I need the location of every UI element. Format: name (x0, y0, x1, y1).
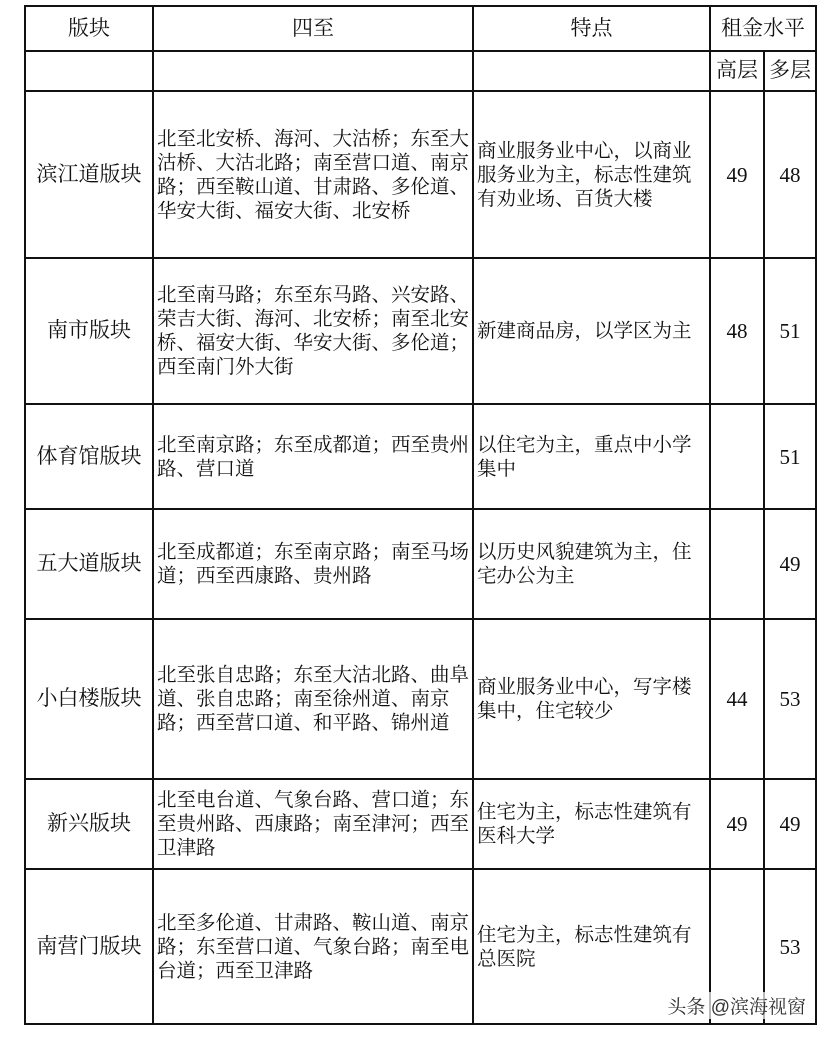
watermark: 头条 @滨海视窗 (667, 992, 806, 1019)
rent-multi: 53 (764, 619, 816, 779)
header-boundary: 四至 (153, 6, 473, 51)
boundary: 北至南马路；东至东马路、兴安路、荣吉大街、海河、北安桥；南至北安桥、福安大街、华安大街、多伦道；西至南门外大街 (153, 258, 473, 404)
empty-cell (153, 51, 473, 91)
rent-multi: 49 (764, 779, 816, 869)
boundary: 北至电台道、气象台路、营口道；东至贵州路、西康路；南至津河；西至卫津路 (153, 779, 473, 869)
block-name: 五大道版块 (25, 509, 153, 619)
table-row (25, 404, 816, 509)
rent-multi: 53 (764, 869, 816, 1024)
rent-high (710, 509, 764, 619)
rent-multi: 51 (764, 404, 816, 509)
feature: 以住宅为主，重点中小学集中 (473, 404, 710, 509)
table-row (25, 619, 816, 779)
empty-cell (25, 51, 153, 91)
table-row (25, 258, 816, 404)
header-row (25, 6, 816, 51)
header-feature: 特点 (473, 6, 710, 51)
rent-high: 44 (710, 619, 764, 779)
boundary: 北至南京路；东至成都道；西至贵州路、营口道 (153, 404, 473, 509)
header-rent: 租金水平 (710, 6, 816, 51)
table-row (25, 509, 816, 619)
boundary: 北至张自忠路；东至大沽北路、曲阜道、张自忠路；南至徐州道、南京路；西至营口道、和平路、锦州道 (153, 619, 473, 779)
block-name: 南市版块 (25, 258, 153, 404)
block-name: 南营门版块 (25, 869, 153, 1024)
feature: 新建商品房，以学区为主 (473, 258, 710, 404)
feature: 商业服务业中心，写字楼集中，住宅较少 (473, 619, 710, 779)
table-row (25, 779, 816, 869)
rent-high: 49 (710, 91, 764, 258)
rent-multi: 48 (764, 91, 816, 258)
feature: 住宅为主，标志性建筑有总医院 (473, 869, 710, 1024)
feature: 以历史风貌建筑为主，住宅办公为主 (473, 509, 710, 619)
block-name: 新兴版块 (25, 779, 153, 869)
rent-high (710, 404, 764, 509)
block-name: 小白楼版块 (25, 619, 153, 779)
feature: 住宅为主，标志性建筑有医科大学 (473, 779, 710, 869)
boundary: 北至多伦道、甘肃路、鞍山道、南京路；东至营口道、气象台路；南至电台道；西至卫津路 (153, 869, 473, 1024)
boundary: 北至北安桥、海河、大沽桥；东至大沽桥、大沽北路；南至营口道、南京路；西至鞍山道、甘肃路、多伦道、华安大街、福安大街、北安桥 (153, 91, 473, 258)
header-block: 版块 (25, 6, 153, 51)
table-row (25, 91, 816, 258)
rent-high: 48 (710, 258, 764, 404)
rent-multi: 51 (764, 258, 816, 404)
rent-multi: 49 (764, 509, 816, 619)
block-name: 滨江道版块 (25, 91, 153, 258)
subheader-row (25, 51, 816, 91)
empty-cell (473, 51, 710, 91)
boundary: 北至成都道；东至南京路；南至马场道；西至西康路、贵州路 (153, 509, 473, 619)
rent-table (24, 5, 817, 1025)
header-high-rise: 高层 (710, 51, 764, 91)
rent-high: 49 (710, 779, 764, 869)
block-name: 体育馆版块 (25, 404, 153, 509)
feature: 商业服务业中心，以商业服务业为主，标志性建筑有劝业场、百货大楼 (473, 91, 710, 258)
header-multi-story: 多层 (764, 51, 816, 91)
